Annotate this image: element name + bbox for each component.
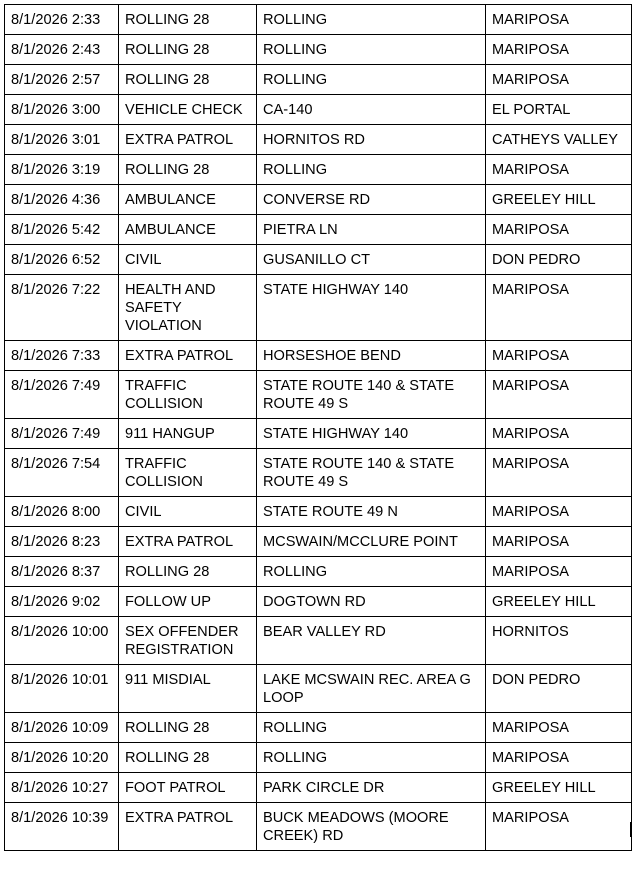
table-row xyxy=(5,245,632,275)
call-time-cell xyxy=(5,371,119,419)
call-time-text: 8/1/2026 8:37 xyxy=(11,564,101,580)
call-location-cell xyxy=(257,125,486,155)
call-type-cell xyxy=(119,155,257,185)
call-time-text: 8/1/2026 10:27 xyxy=(11,780,109,796)
call-type-cell xyxy=(119,803,257,851)
call-type-cell xyxy=(119,215,257,245)
table-row xyxy=(5,35,632,65)
call-location-cell xyxy=(257,743,486,773)
call-location-text: CONVERSE RD xyxy=(263,192,371,208)
call-time-cell xyxy=(5,527,119,557)
table-row xyxy=(5,449,632,497)
call-type-cell xyxy=(119,275,257,341)
call-area-cell xyxy=(486,5,632,35)
call-area-cell xyxy=(486,215,632,245)
call-type-cell xyxy=(119,95,257,125)
call-area-cell xyxy=(486,527,632,557)
call-area-text: MARIPOSA xyxy=(492,162,570,178)
call-type-text: ROLLING 28 xyxy=(125,12,210,28)
call-time-cell xyxy=(5,587,119,617)
call-location-cell xyxy=(257,665,486,713)
call-type-text: ROLLING 28 xyxy=(125,72,210,88)
call-location-text: ROLLING xyxy=(263,162,328,178)
call-time-cell xyxy=(5,449,119,497)
call-area-cell xyxy=(486,803,632,851)
call-area-cell xyxy=(486,185,632,215)
call-type-cell xyxy=(119,617,257,665)
call-type-cell xyxy=(119,449,257,497)
call-time-cell xyxy=(5,773,119,803)
call-type-cell xyxy=(119,497,257,527)
call-time-text: 8/1/2026 7:22 xyxy=(11,282,101,298)
call-type-cell xyxy=(119,665,257,713)
call-time-text: 8/1/2026 10:09 xyxy=(11,720,109,736)
call-time-text: 8/1/2026 3:01 xyxy=(11,132,101,148)
call-location-text: ROLLING xyxy=(263,720,328,736)
call-area-text: MARIPOSA xyxy=(492,504,570,520)
call-area-text: MARIPOSA xyxy=(492,564,570,580)
call-time-text: 8/1/2026 7:49 xyxy=(11,378,101,394)
call-time-text: 8/1/2026 10:20 xyxy=(11,750,109,766)
call-location-cell xyxy=(257,185,486,215)
call-location-text: CA-140 xyxy=(263,102,313,118)
call-location-cell xyxy=(257,557,486,587)
call-type-text: CIVIL xyxy=(125,252,162,268)
table-row xyxy=(5,743,632,773)
call-time-cell xyxy=(5,95,119,125)
call-time-cell xyxy=(5,125,119,155)
call-area-text: MARIPOSA xyxy=(492,12,570,28)
table-row xyxy=(5,341,632,371)
call-type-cell xyxy=(119,527,257,557)
call-time-cell xyxy=(5,155,119,185)
call-type-text: AMBULANCE xyxy=(125,222,216,238)
call-type-cell xyxy=(119,713,257,743)
call-area-cell xyxy=(486,713,632,743)
call-location-cell xyxy=(257,155,486,185)
call-time-text: 8/1/2026 2:33 xyxy=(11,12,101,28)
call-location-text: BEAR VALLEY RD xyxy=(263,624,386,640)
call-type-text: TRAFFIC COLLISION xyxy=(125,456,203,490)
call-time-text: 8/1/2026 7:49 xyxy=(11,426,101,442)
call-area-cell xyxy=(486,155,632,185)
call-time-text: 8/1/2026 10:01 xyxy=(11,672,109,688)
call-area-cell xyxy=(486,371,632,419)
table-row xyxy=(5,371,632,419)
call-type-cell xyxy=(119,5,257,35)
call-type-text: EXTRA PATROL xyxy=(125,810,234,826)
call-area-text: MARIPOSA xyxy=(492,222,570,238)
call-location-text: HORSESHOE BEND xyxy=(263,348,401,364)
call-type-text: ROLLING 28 xyxy=(125,720,210,736)
call-time-cell xyxy=(5,65,119,95)
call-area-cell xyxy=(486,773,632,803)
call-time-cell xyxy=(5,245,119,275)
call-location-text: LAKE MCSWAIN REC. AREA G LOOP xyxy=(263,672,471,706)
call-location-text: STATE ROUTE 49 N xyxy=(263,504,398,520)
call-area-text: DON PEDRO xyxy=(492,252,581,268)
call-area-text: MARIPOSA xyxy=(492,42,570,58)
call-type-text: EXTRA PATROL xyxy=(125,132,234,148)
call-type-cell xyxy=(119,35,257,65)
call-log-body xyxy=(5,5,632,851)
call-type-text: ROLLING 28 xyxy=(125,750,210,766)
call-type-text: VEHICLE CHECK xyxy=(125,102,243,118)
table-row xyxy=(5,275,632,341)
table-row xyxy=(5,497,632,527)
call-area-text: MARIPOSA xyxy=(492,750,570,766)
call-location-text: ROLLING xyxy=(263,42,328,58)
call-location-text: STATE HIGHWAY 140 xyxy=(263,426,409,442)
call-type-cell xyxy=(119,557,257,587)
call-type-text: FOLLOW UP xyxy=(125,594,211,610)
table-row xyxy=(5,185,632,215)
call-time-cell xyxy=(5,665,119,713)
call-area-text: MARIPOSA xyxy=(492,456,570,472)
call-area-cell xyxy=(486,449,632,497)
call-type-text: ROLLING 28 xyxy=(125,162,210,178)
call-type-cell xyxy=(119,371,257,419)
call-log-table xyxy=(4,4,632,851)
call-time-cell xyxy=(5,617,119,665)
call-time-text: 8/1/2026 7:33 xyxy=(11,348,101,364)
call-time-text: 8/1/2026 4:36 xyxy=(11,192,101,208)
call-location-text: ROLLING xyxy=(263,12,328,28)
table-row xyxy=(5,419,632,449)
call-type-text: 911 HANGUP xyxy=(125,426,215,442)
call-location-cell xyxy=(257,419,486,449)
call-area-text: MARIPOSA xyxy=(492,378,570,394)
call-type-text: FOOT PATROL xyxy=(125,780,226,796)
call-location-cell xyxy=(257,275,486,341)
call-location-cell xyxy=(257,803,486,851)
call-location-text: STATE ROUTE 140 & STATE ROUTE 49 S xyxy=(263,456,455,490)
call-time-text: 8/1/2026 2:57 xyxy=(11,72,101,88)
call-location-cell xyxy=(257,713,486,743)
call-location-text: GUSANILLO CT xyxy=(263,252,371,268)
call-type-text: TRAFFIC COLLISION xyxy=(125,378,203,412)
table-row xyxy=(5,773,632,803)
call-area-text: CATHEYS VALLEY xyxy=(492,132,618,148)
call-area-cell xyxy=(486,275,632,341)
call-type-text: ROLLING 28 xyxy=(125,42,210,58)
call-area-text: MARIPOSA xyxy=(492,282,570,298)
call-location-text: MCSWAIN/MCCLURE POINT xyxy=(263,534,458,550)
call-location-text: STATE HIGHWAY 140 xyxy=(263,282,409,298)
call-location-text: BUCK MEADOWS (MOORE CREEK) RD xyxy=(263,810,449,844)
call-location-text: DOGTOWN RD xyxy=(263,594,366,610)
call-time-cell xyxy=(5,275,119,341)
call-type-text: CIVIL xyxy=(125,504,162,520)
call-location-cell xyxy=(257,215,486,245)
call-location-text: HORNITOS RD xyxy=(263,132,365,148)
call-time-text: 8/1/2026 7:54 xyxy=(11,456,101,472)
call-type-text: HEALTH AND SAFETY VIOLATION xyxy=(125,282,216,334)
call-time-text: 8/1/2026 6:52 xyxy=(11,252,101,268)
call-time-cell xyxy=(5,713,119,743)
call-time-text: 8/1/2026 5:42 xyxy=(11,222,101,238)
call-location-cell xyxy=(257,5,486,35)
call-location-cell xyxy=(257,95,486,125)
call-time-text: 8/1/2026 3:19 xyxy=(11,162,101,178)
table-row xyxy=(5,125,632,155)
call-type-cell xyxy=(119,773,257,803)
call-location-text: PIETRA LN xyxy=(263,222,338,238)
call-area-cell xyxy=(486,35,632,65)
page-edge-mark xyxy=(630,822,632,837)
call-area-cell xyxy=(486,557,632,587)
call-type-cell xyxy=(119,341,257,371)
call-area-cell xyxy=(486,245,632,275)
call-time-cell xyxy=(5,497,119,527)
call-time-cell xyxy=(5,803,119,851)
call-time-text: 8/1/2026 3:00 xyxy=(11,102,101,118)
call-area-text: DON PEDRO xyxy=(492,672,581,688)
table-row xyxy=(5,665,632,713)
call-area-text: HORNITOS xyxy=(492,624,569,640)
call-type-cell xyxy=(119,743,257,773)
call-location-cell xyxy=(257,371,486,419)
call-type-cell xyxy=(119,65,257,95)
call-area-text: GREELEY HILL xyxy=(492,780,596,796)
call-location-text: STATE ROUTE 140 & STATE ROUTE 49 S xyxy=(263,378,455,412)
call-area-text: MARIPOSA xyxy=(492,534,570,550)
call-type-text: EXTRA PATROL xyxy=(125,534,234,550)
call-time-cell xyxy=(5,5,119,35)
table-row xyxy=(5,155,632,185)
call-area-cell xyxy=(486,617,632,665)
call-area-cell xyxy=(486,95,632,125)
call-area-cell xyxy=(486,341,632,371)
call-area-text: MARIPOSA xyxy=(492,810,570,826)
call-area-cell xyxy=(486,587,632,617)
call-area-text: MARIPOSA xyxy=(492,348,570,364)
call-time-text: 8/1/2026 10:39 xyxy=(11,810,109,826)
call-location-cell xyxy=(257,617,486,665)
table-row xyxy=(5,527,632,557)
call-area-text: MARIPOSA xyxy=(492,72,570,88)
call-area-text: GREELEY HILL xyxy=(492,594,596,610)
call-time-cell xyxy=(5,743,119,773)
call-type-cell xyxy=(119,419,257,449)
table-row xyxy=(5,5,632,35)
call-area-text: EL PORTAL xyxy=(492,102,571,118)
call-type-cell xyxy=(119,185,257,215)
call-time-cell xyxy=(5,419,119,449)
table-row xyxy=(5,587,632,617)
call-area-text: MARIPOSA xyxy=(492,426,570,442)
call-type-text: ROLLING 28 xyxy=(125,564,210,580)
call-location-text: ROLLING xyxy=(263,564,328,580)
call-location-cell xyxy=(257,587,486,617)
call-type-text: EXTRA PATROL xyxy=(125,348,234,364)
call-time-text: 8/1/2026 9:02 xyxy=(11,594,101,610)
call-area-cell xyxy=(486,125,632,155)
call-type-cell xyxy=(119,245,257,275)
call-time-text: 8/1/2026 8:00 xyxy=(11,504,101,520)
table-row xyxy=(5,557,632,587)
call-time-text: 8/1/2026 2:43 xyxy=(11,42,101,58)
call-location-cell xyxy=(257,65,486,95)
call-location-cell xyxy=(257,341,486,371)
call-area-cell xyxy=(486,743,632,773)
call-time-cell xyxy=(5,185,119,215)
call-location-cell xyxy=(257,527,486,557)
call-location-text: PARK CIRCLE DR xyxy=(263,780,385,796)
call-location-cell xyxy=(257,497,486,527)
table-row xyxy=(5,713,632,743)
call-time-text: 8/1/2026 10:00 xyxy=(11,624,109,640)
table-row xyxy=(5,803,632,851)
call-location-text: ROLLING xyxy=(263,750,328,766)
table-row xyxy=(5,95,632,125)
call-location-cell xyxy=(257,245,486,275)
table-row xyxy=(5,215,632,245)
table-row xyxy=(5,617,632,665)
table-row xyxy=(5,65,632,95)
call-location-cell xyxy=(257,35,486,65)
call-area-text: MARIPOSA xyxy=(492,720,570,736)
call-type-text: 911 MISDIAL xyxy=(125,672,211,688)
call-time-cell xyxy=(5,215,119,245)
call-area-text: GREELEY HILL xyxy=(492,192,596,208)
call-type-text: AMBULANCE xyxy=(125,192,216,208)
call-time-text: 8/1/2026 8:23 xyxy=(11,534,101,550)
call-time-cell xyxy=(5,35,119,65)
call-area-cell xyxy=(486,497,632,527)
call-area-cell xyxy=(486,65,632,95)
call-type-cell xyxy=(119,587,257,617)
call-time-cell xyxy=(5,341,119,371)
call-location-text: ROLLING xyxy=(263,72,328,88)
call-type-cell xyxy=(119,125,257,155)
call-area-cell xyxy=(486,419,632,449)
call-area-cell xyxy=(486,665,632,713)
call-location-cell xyxy=(257,773,486,803)
call-time-cell xyxy=(5,557,119,587)
call-type-text: SEX OFFENDER REGISTRATION xyxy=(125,624,239,658)
call-location-cell xyxy=(257,449,486,497)
